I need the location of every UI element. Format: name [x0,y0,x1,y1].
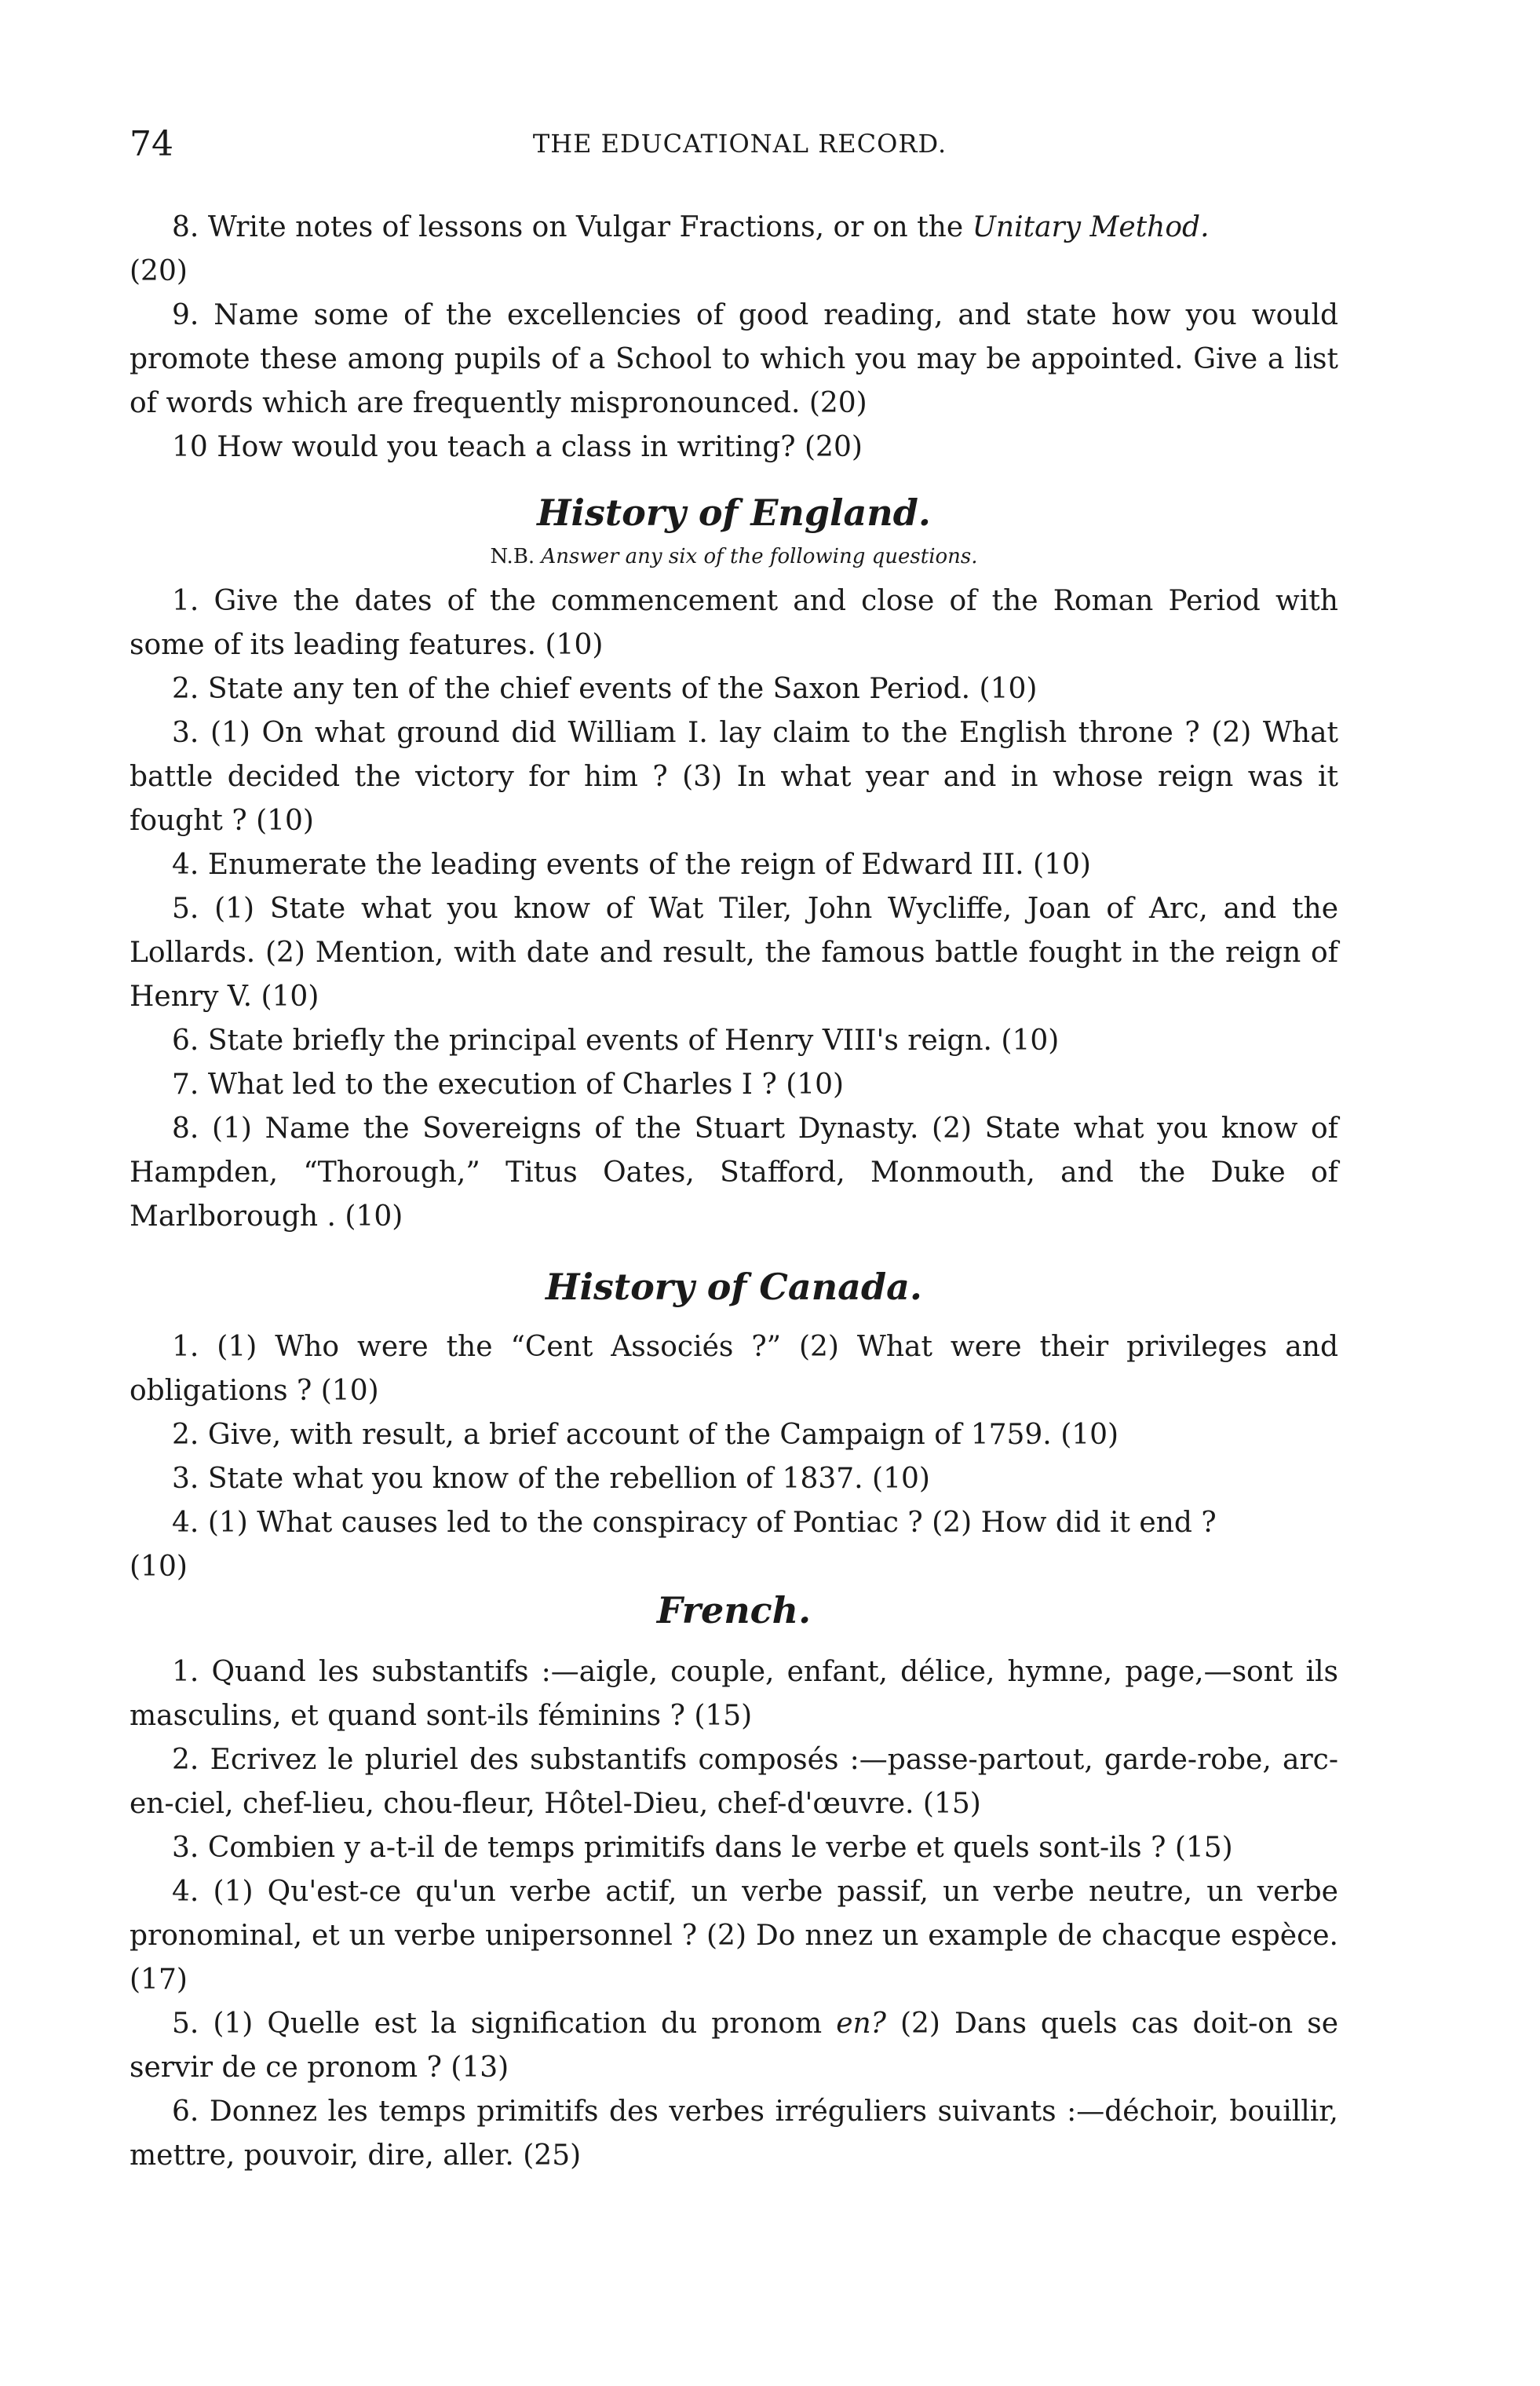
section-title-french: French. [656,1589,812,1631]
question-text: State briefly the principal events of Henry VIII's reign. (10) [207,1025,1060,1057]
french-question-6 [130,2090,1338,2178]
question-number: 3. [172,1832,199,1864]
question-text: What led to the execution of Charles I ? (10) [207,1069,845,1101]
canada-question-3 [130,1457,1338,1501]
french-question-1 [130,1650,1338,1738]
question-text: (1) On what ground did William I. lay claim to the English throne ? (2) What battle decided the victory for him ? (3) In what year and in whose reign was it fought ? (10) [130,717,1338,837]
question-italic: en? [836,2008,886,2040]
page-number: 74 [130,124,173,164]
canada-question-4-score: (10) [130,1551,188,1583]
question-number: 1. [172,585,199,617]
question-italic: Unitary Method. [972,211,1210,243]
page-header [130,124,1350,171]
question-text: Combien y a-t-il de temps primitifs dans le verbe et quels sont-ils ? (15) [207,1832,1233,1864]
question-text: State any ten of the chief events of the Saxon Period. (10) [207,673,1038,705]
england-question-1 [130,579,1338,667]
question-10 [130,426,1338,470]
england-question-7 [130,1063,1338,1107]
england-question-6 [130,1019,1338,1063]
question-number: 6. [172,2096,199,2128]
question-text: How would you teach a class in writing? (20) [217,431,863,463]
nb-label: N.B. [490,545,535,568]
england-question-8 [130,1107,1338,1239]
question-text: Give the dates of the commencement and close of the Roman Period with some of its leading features. (10) [130,585,1338,661]
england-question-3 [130,711,1338,843]
page-content [130,206,1338,2178]
england-question-2 [130,667,1338,711]
question-number: 2. [172,673,199,705]
question-text: Quand les substantifs :—aigle, couple, enfant, délice, hymne, page,—sont ils masculins, et quand sont-ils féminins ? (15) [130,1656,1338,1732]
question-text: State what you know of the rebellion of 1837. (10) [207,1463,930,1495]
question-number: 7. [172,1069,199,1101]
section-title-history-of-england: History of England. [537,491,931,534]
england-question-5 [130,887,1338,1019]
question-number: 4. [172,1507,199,1539]
canada-question-1 [130,1325,1338,1413]
question-number: 10 [172,431,208,463]
question-number: 5. [172,893,199,925]
section-title-history-of-canada: History of Canada. [546,1266,922,1308]
running-title: THE EDUCATIONAL RECORD. [532,129,947,159]
question-8-score: (20) [130,255,188,287]
question-number: 1. [172,1331,199,1363]
question-number: 3. [172,717,199,749]
question-text: Donnez les temps primitifs des verbes irréguliers suivants :—déchoir, bouillir, mettre, pouvoir, dire, aller. (25) [130,2096,1338,2172]
question-text: (2) Dans quels cas doit-on se servir de ce pronom ? (13) [130,2008,1339,2084]
question-number: 6. [172,1025,199,1057]
question-text: Give, with result, a brief account of the Campaign of 1759. (10) [207,1419,1119,1451]
england-question-4 [130,843,1338,887]
question-text: Enumerate the leading events of the reign of Edward III. (10) [207,849,1091,881]
question-number: 2. [172,1419,199,1451]
question-text: Name some of the excellencies of good reading, and state how you would promote these among pupils of a School to which you may be appointed. Give a list of words which are frequently mispronounced. (20) [130,299,1338,419]
question-number: 4. [172,1876,199,1908]
nb-instruction [130,545,1338,568]
question-text: Write notes of lessons on Vulgar Fractions, or on the [207,211,973,243]
question-text: (1) Qu'est-ce qu'un verbe actif, un verbe passif, un verbe neutre, un verbe pronominal, et un verbe unipersonnel ? (2) Do nnez un example de chacque espèce. (17) [130,1876,1338,1996]
canada-question-2 [130,1413,1338,1457]
question-text: (1) Name the Sovereigns of the Stuart Dynasty. (2) State what you know of Hampden, “Thorough,” Titus Oates, Stafford, Monmouth, and the Duke of Marlborough . (10) [130,1113,1338,1233]
question-number: 4. [172,849,199,881]
question-number: 8. [172,211,199,243]
french-question-3 [130,1826,1338,1870]
question-text: (1) Who were the “Cent Associés ?” (2) What were their privileges and obligations ? (10) [130,1331,1338,1407]
question-number: 5. [172,2008,199,2040]
canada-question-4 [130,1501,1338,1545]
question-text: Ecrivez le pluriel des substantifs composés :—passe-partout, garde-robe, arc-en-ciel, chef-lieu, chou-fleur, Hôtel-Dieu, chef-d'œuvre. (15) [130,1744,1338,1820]
question-number: 1. [172,1656,199,1688]
question-8 [130,206,1338,250]
question-text: (1) What causes led to the conspiracy of Pontiac ? (2) How did it end ? [207,1507,1217,1539]
question-number: 8. [172,1113,199,1145]
nb-text: Answer any six of the following questions. [541,545,978,568]
question-number: 2. [172,1744,199,1776]
french-question-2 [130,1738,1338,1826]
question-number: 3. [172,1463,199,1495]
french-question-4 [130,1870,1338,2002]
question-9 [130,294,1338,426]
question-number: 9. [172,299,199,331]
question-text: (1) Quelle est la signification du pronom [213,2008,837,2040]
question-text: (1) State what you know of Wat Tiler, John Wycliffe, Joan of Arc, and the Lollards. (2) Mention, with date and result, the famous battle fought in the reign of Henry V. (10) [130,893,1338,1013]
french-question-5 [130,2002,1338,2090]
